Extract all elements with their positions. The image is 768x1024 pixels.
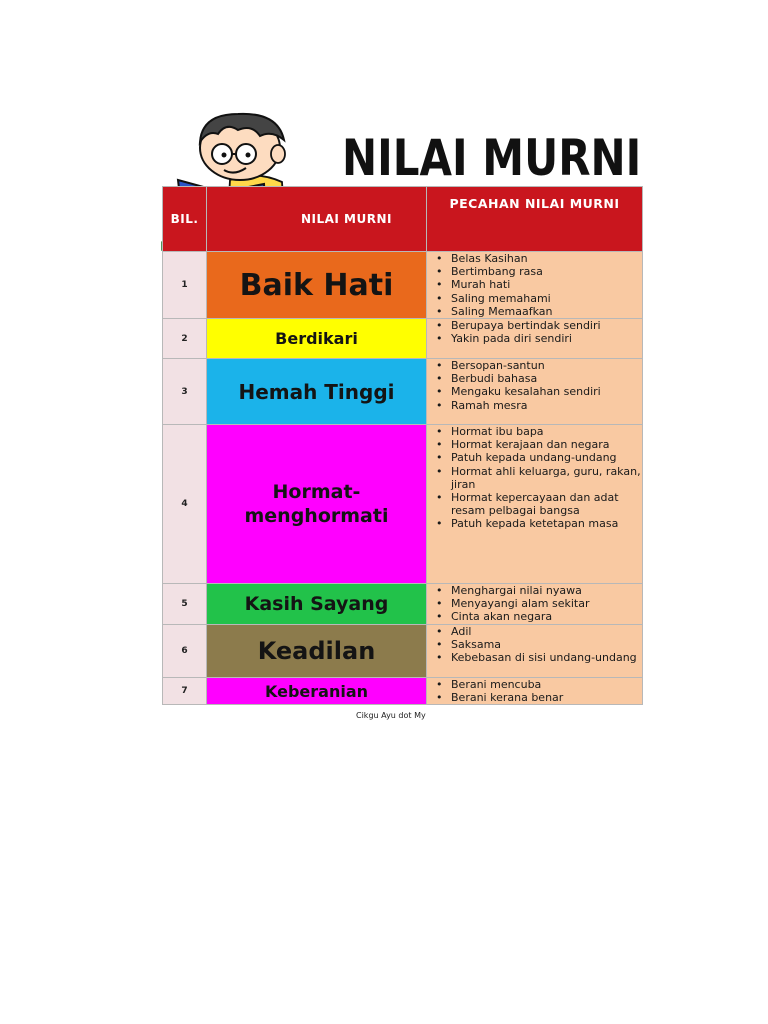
pecahan-item: • Hormat kerajaan dan negara	[451, 438, 642, 451]
pecahan-item: • Hormat kepercayaan dan adat resam pelbagai bangsa	[451, 491, 642, 517]
row-number: 4	[163, 425, 207, 584]
pecahan-item: • Kebebasan di sisi undang-undang	[451, 651, 642, 664]
row-number: 3	[163, 359, 207, 425]
pecahan-item: • Yakin pada diri sendiri	[451, 332, 642, 345]
pecahan-item: • Menghargai nilai nyawa	[451, 584, 642, 597]
pecahan-cell	[427, 425, 643, 584]
table-row	[163, 625, 643, 678]
nilai-cell	[207, 359, 427, 425]
nilai-murni-table	[162, 186, 643, 705]
table-row	[163, 678, 643, 705]
row-number: 7	[163, 678, 207, 705]
nilai-label: Keadilan	[257, 637, 376, 666]
pecahan-item: • Berani kerana benar	[451, 691, 642, 704]
pecahan-item: • Belas Kasihan	[451, 252, 642, 265]
pecahan-cell	[427, 359, 643, 425]
nilai-cell	[207, 678, 427, 705]
nilai-cell	[207, 625, 427, 678]
table-row	[163, 584, 643, 625]
table-row	[163, 319, 643, 359]
pecahan-item: • Berani mencuba	[451, 678, 642, 691]
pecahan-cell	[427, 584, 643, 625]
pecahan-item: • Hormat ahli keluarga, guru, rakan, jiran	[451, 465, 642, 491]
pecahan-cell	[427, 319, 643, 359]
pecahan-item: • Saling Memaafkan	[451, 305, 642, 318]
pecahan-item: • Saksama	[451, 638, 642, 651]
row-number: 2	[163, 319, 207, 359]
caption: Cikgu Ayu dot My	[356, 711, 426, 720]
pecahan-item: • Mengaku kesalahan sendiri	[451, 385, 642, 398]
pecahan-item: • Hormat ibu bapa	[451, 425, 642, 438]
pecahan-item: • Saling memahami	[451, 292, 642, 305]
table-row	[163, 252, 643, 319]
pecahan-cell	[427, 678, 643, 705]
pecahan-item: • Patuh kepada ketetapan masa	[451, 517, 642, 530]
pecahan-item: • Patuh kepada undang-undang	[451, 451, 642, 464]
pecahan-item: • Murah hati	[451, 278, 642, 291]
row-number: 6	[163, 625, 207, 678]
pecahan-item: • Berbudi bahasa	[451, 372, 642, 385]
pecahan-item: • Berupaya bertindak sendiri	[451, 319, 642, 332]
nilai-label: Kasih Sayang	[244, 593, 389, 616]
pecahan-cell	[427, 625, 643, 678]
nilai-label: Hemah Tinggi	[238, 379, 395, 404]
table-row	[163, 425, 643, 584]
row-number: 5	[163, 584, 207, 625]
nilai-cell	[207, 425, 427, 584]
pecahan-item: • Ramah mesra	[451, 399, 642, 412]
pecahan-item: • Bertimbang rasa	[451, 265, 642, 278]
nilai-label: Baik Hati	[239, 267, 394, 303]
header-nilai-murni: NILAI MURNI	[207, 187, 427, 252]
nilai-cell	[207, 319, 427, 359]
pecahan-item: • Menyayangi alam sekitar	[451, 597, 642, 610]
page-title: NILAI MURNI	[342, 129, 642, 187]
nilai-label: Keberanian	[264, 681, 369, 701]
row-number: 1	[163, 252, 207, 319]
table-row	[163, 359, 643, 425]
nilai-label: Berdikari	[275, 329, 358, 349]
nilai-cell	[207, 584, 427, 625]
pecahan-item: • Cinta akan negara	[451, 610, 642, 623]
header-pecahan: PECAHAN NILAI MURNI	[427, 187, 643, 252]
table-header-row	[163, 187, 643, 252]
pecahan-item: • Bersopan-santun	[451, 359, 642, 372]
pecahan-cell	[427, 252, 643, 319]
nilai-cell	[207, 252, 427, 319]
header-bil: BIL.	[163, 187, 207, 252]
pecahan-item: • Adil	[451, 625, 642, 638]
nilai-label: Hormat-menghormati	[244, 481, 389, 528]
